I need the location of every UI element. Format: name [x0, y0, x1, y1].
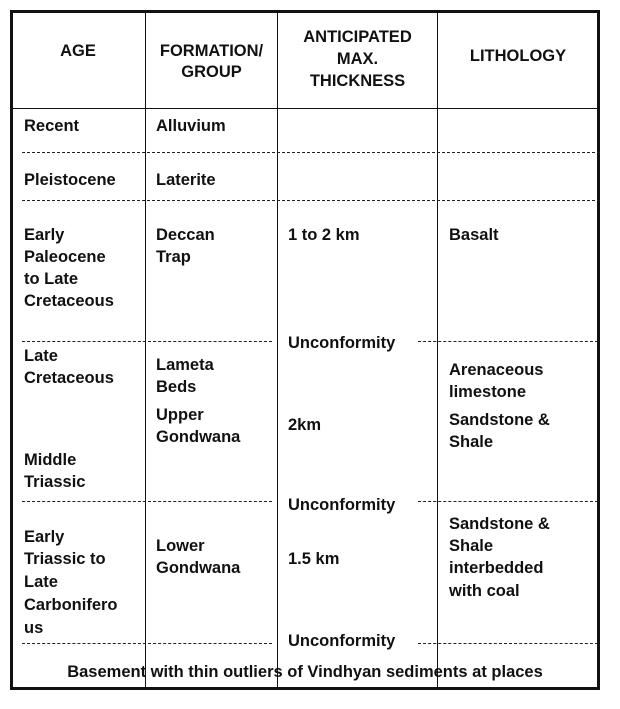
age-cell: us	[24, 619, 44, 637]
unconformity-label: Unconformity	[288, 632, 396, 650]
formation-cell: Upper	[156, 406, 204, 424]
row-divider	[22, 501, 272, 502]
row-divider	[22, 152, 600, 153]
lithology-cell: Sandstone &	[449, 411, 550, 429]
row-divider	[22, 200, 600, 201]
formation-cell: Lameta	[156, 356, 214, 374]
lithology-cell: Sandstone &	[449, 515, 550, 533]
formation-cell: Gondwana	[156, 559, 241, 577]
basement-row: Basement with thin outliers of Vindhyan sediments at places	[67, 663, 543, 681]
header-formation-line1: FORMATION/	[159, 42, 264, 60]
lithology-cell: Basalt	[449, 226, 499, 244]
age-cell: Cretaceous	[24, 369, 114, 387]
column-divider-thickness	[437, 10, 438, 690]
row-divider	[418, 643, 598, 644]
formation-cell: Laterite	[156, 171, 216, 189]
formation-cell: Deccan	[156, 226, 215, 244]
lithology-cell: limestone	[449, 383, 527, 401]
column-divider-formation	[277, 10, 278, 690]
row-divider	[22, 341, 272, 342]
age-cell: Early	[24, 528, 65, 546]
age-cell: Carbonifero	[24, 596, 118, 614]
lithology-cell: with coal	[449, 582, 520, 600]
age-cell: Late	[24, 573, 58, 591]
lithology-cell: interbedded	[449, 559, 544, 577]
age-cell: Paleocene	[24, 248, 106, 266]
formation-cell: Trap	[156, 248, 191, 266]
age-cell: Triassic to	[24, 550, 106, 568]
header-thickness-line1: ANTICIPATED	[303, 28, 412, 46]
row-divider	[418, 501, 598, 502]
formation-cell: Lower	[156, 537, 205, 555]
age-cell: Triassic	[24, 473, 86, 491]
header-divider	[10, 108, 600, 109]
age-cell: to Late	[24, 270, 79, 288]
age-cell: Middle	[24, 451, 77, 469]
header-age: AGE	[60, 42, 96, 60]
formation-cell: Gondwana	[156, 428, 241, 446]
lithology-cell: Arenaceous	[449, 361, 544, 379]
lithology-cell: Shale	[449, 433, 494, 451]
age-cell: Early	[24, 226, 65, 244]
header-thickness-line2: MAX.	[336, 50, 379, 68]
lithology-cell: Shale	[449, 537, 494, 555]
age-cell: Pleistocene	[24, 171, 116, 189]
formation-cell: Beds	[156, 378, 197, 396]
age-cell: Recent	[24, 117, 80, 135]
age-cell: Cretaceous	[24, 292, 114, 310]
unconformity-label: Unconformity	[288, 334, 396, 352]
thickness-cell: 1 to 2 km	[288, 226, 360, 244]
row-divider	[418, 341, 598, 342]
column-divider-age	[145, 10, 146, 690]
formation-cell: Alluvium	[156, 117, 226, 135]
header-formation-line2: GROUP	[181, 63, 242, 81]
header-thickness-line3: THICKNESS	[309, 72, 406, 90]
unconformity-label: Unconformity	[288, 496, 396, 514]
thickness-cell: 1.5 km	[288, 550, 340, 568]
age-cell: Late	[24, 347, 58, 365]
thickness-cell: 2km	[288, 416, 322, 434]
header-lithology: LITHOLOGY	[469, 47, 567, 65]
row-divider	[22, 643, 272, 644]
